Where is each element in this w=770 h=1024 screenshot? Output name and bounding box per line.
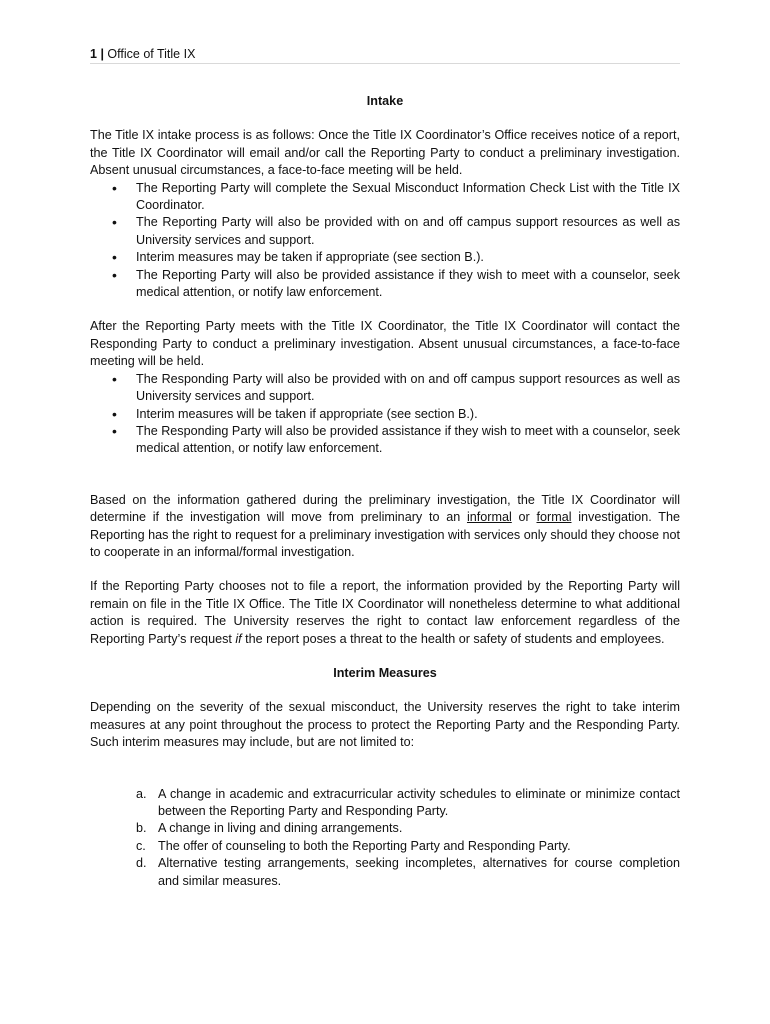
list-item-text: Alternative testing arrangements, seeking incompletes, alternatives for course completion and similar measures. <box>158 856 680 888</box>
responding-bullets <box>90 371 680 458</box>
informal-term: informal <box>466 510 512 525</box>
formal-term: formal <box>536 510 572 525</box>
intake-heading: Intake <box>366 94 404 108</box>
list-marker: c. <box>136 838 146 853</box>
paragraph-text: or <box>511 510 537 525</box>
document-body <box>90 93 680 890</box>
interim-list <box>90 786 680 890</box>
list-marker: b. <box>136 821 147 836</box>
list-item: • The Responding Party will also be provided assistance if they wish to meet with a counselor, seek medical attention, or notify law enforcement. <box>136 423 680 458</box>
list-item: • The Reporting Party will complete the Sexual Misconduct Information Check List with the Title IX Coordinator. <box>136 180 680 215</box>
after-meeting-paragraph: After the Reporting Party meets with the Title IX Coordinator, the Title IX Coordinator will contact the Responding Party to conduct a preliminary investigation. Absent unusual circumstances, a face-to-face meeting will be held. <box>90 319 680 369</box>
list-item-text: A change in academic and extracurricular activity schedules to eliminate or minimize contact between the Reporting Party and Responding Party. <box>158 786 680 818</box>
page-number: 1 <box>90 47 97 61</box>
list-item: • Interim measures may be taken if appropriate (see section B.). <box>136 249 680 266</box>
list-item <box>136 786 680 821</box>
paragraph-text: the report poses a threat to the health or safety of students and employees. <box>241 631 665 646</box>
list-item-text: The offer of counseling to both the Reporting Party and Responding Party. <box>158 838 571 853</box>
header-office: Office of Title IX <box>107 47 196 61</box>
paragraph-text: investigation. The Reporting has the right to request for a preliminary investigation with services only should they choose not to cooperate in an informal/formal investigation. <box>90 510 680 559</box>
list-item: • The Reporting Party will also be provided assistance if they wish to meet with a counselor, seek medical attention, or notify law enforcement. <box>136 267 680 302</box>
list-item-text: A change in living and dining arrangements. <box>158 821 403 836</box>
paragraph-text: Based on the information gathered during the preliminary investigation, the Title IX Coordinator will determine if the investigation will move from preliminary to an <box>90 492 680 525</box>
list-marker: d. <box>136 856 147 871</box>
list-item <box>136 855 680 890</box>
intake-intro: The Title IX intake process is as follows: Once the Title IX Coordinator’s Office receives notice of a report, the Title IX Coordinator will email and/or call the Reporting Party to conduct a preliminary investigation. Absent unusual circumstances, a face-to-face meeting will be held. <box>90 128 680 178</box>
list-item <box>136 838 680 855</box>
interim-heading: Interim Measures <box>333 665 437 680</box>
list-item: • Interim measures will be taken if appropriate (see section B.). <box>136 406 680 423</box>
investigation-paragraph <box>90 492 680 562</box>
list-item: • The Responding Party will also be provided with on and off campus support resources as well as University services and support. <box>136 371 680 406</box>
paragraph-text: If the Reporting Party chooses not to file a report, the information provided by the Reporting Party will remain on file in the Title IX Office. The Title IX Coordinator will nonetheless determine to what additional action is required. The University reserves the right to contact law enforcement regardless of the Reporting Party’s request <box>90 579 680 646</box>
header-separator: | <box>100 47 104 61</box>
page-header <box>90 47 680 64</box>
if-emphasis: if <box>235 631 242 646</box>
list-item <box>136 820 680 837</box>
reporting-bullets <box>90 180 680 302</box>
list-marker: a. <box>136 786 147 801</box>
no-report-paragraph <box>90 578 680 648</box>
interim-intro: Depending on the severity of the sexual misconduct, the University reserves the right to take interim measures at any point throughout the process to protect the Reporting Party and the Responding Party. Such interim measures may include, but are not limited to: <box>90 700 680 750</box>
list-item: • The Reporting Party will also be provided with on and off campus support resources as well as University services and support. <box>136 214 680 249</box>
